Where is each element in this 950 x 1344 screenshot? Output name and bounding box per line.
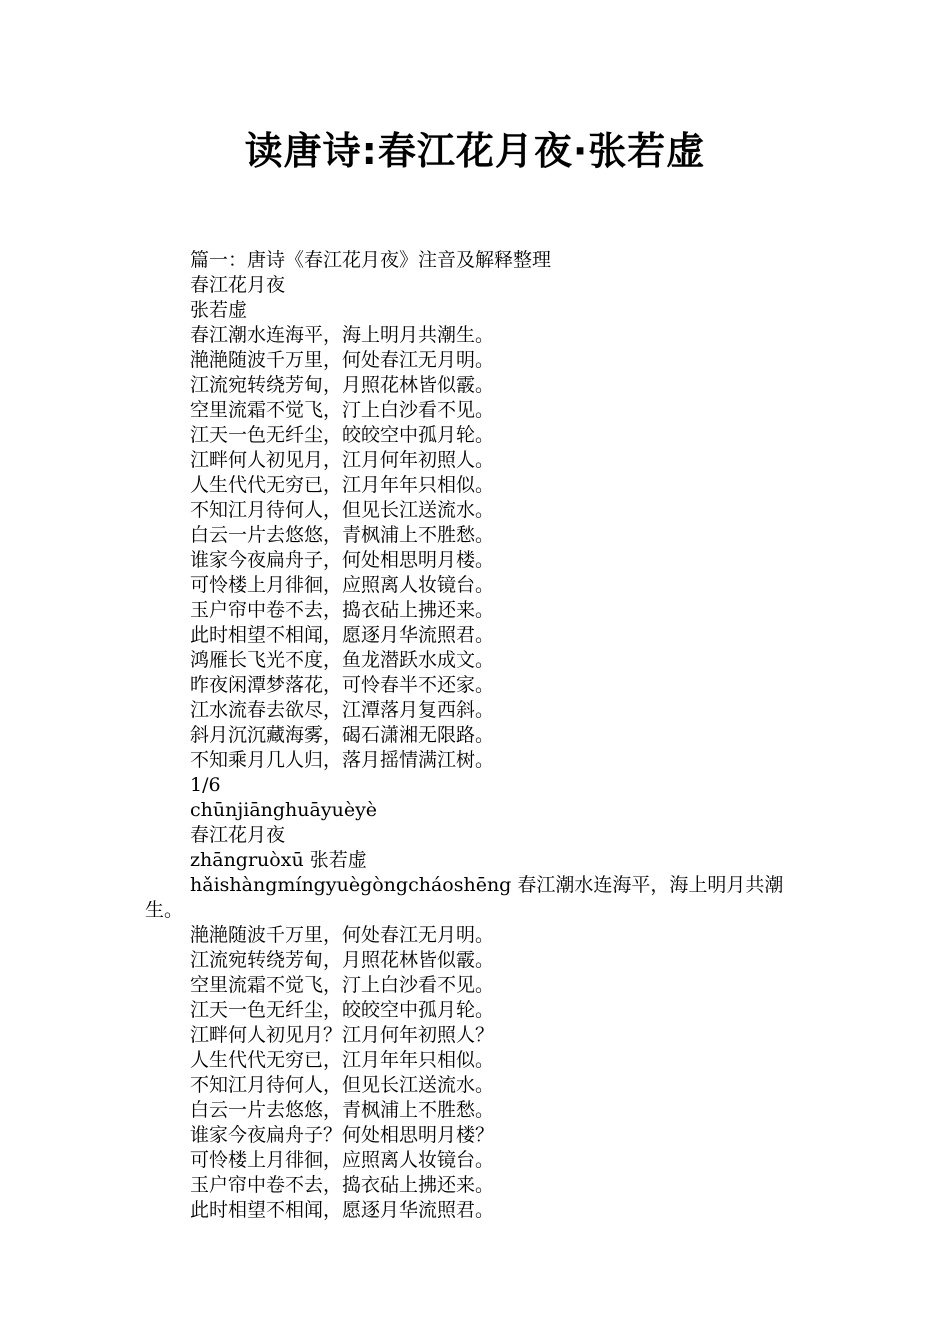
text-line: 江天一色无纤尘，皎皎空中孤月轮。 <box>190 424 495 446</box>
text-line: 玉户帘中卷不去，捣衣砧上拂还来。 <box>190 599 495 621</box>
text-line: 谁家今夜扁舟子？何处相思明月楼？ <box>190 1124 495 1146</box>
text-line: 春江花月夜 <box>190 824 286 846</box>
text-line: 昨夜闲潭梦落花，可怜春半不还家。 <box>190 674 495 696</box>
pinyin-line: chūnjiānghuāyuèyè <box>190 799 378 821</box>
text-line: 江流宛转绕芳甸，月照花林皆似霰。 <box>190 374 495 396</box>
text-line: 斜月沉沉藏海雾，碣石潇湘无限路。 <box>190 724 495 746</box>
document-body <box>145 248 810 1223</box>
text-line: 可怜楼上月徘徊，应照离人妆镜台。 <box>190 574 495 596</box>
text-line: 春江花月夜 <box>190 274 286 296</box>
text-line: 谁家今夜扁舟子，何处相思明月楼。 <box>190 549 495 571</box>
text-line: 白云一片去悠悠，青枫浦上不胜愁。 <box>190 524 495 546</box>
page-title: 读唐诗:春江花月夜·张若虚 <box>244 129 706 173</box>
text-line: 可怜楼上月徘徊，应照离人妆镜台。 <box>190 1149 495 1171</box>
text-line: 江畔何人初见月，江月何年初照人。 <box>190 449 495 471</box>
text-line: 张若虚 <box>190 299 248 321</box>
text-line: 篇一：唐诗《春江花月夜》注音及解释整理 <box>190 249 552 271</box>
text-line: 鸿雁长飞光不度，鱼龙潜跃水成文。 <box>190 649 495 671</box>
text-line: 玉户帘中卷不去，捣衣砧上拂还来。 <box>190 1174 495 1196</box>
text-line: 白云一片去悠悠，青枫浦上不胜愁。 <box>190 1099 495 1121</box>
text-line: 此时相望不相闻，愿逐月华流照君。 <box>190 624 495 646</box>
text-line: 江天一色无纤尘，皎皎空中孤月轮。 <box>190 999 495 1021</box>
text-line: 空里流霜不觉飞，汀上白沙看不见。 <box>190 399 495 421</box>
text-line: 江水流春去欲尽，江潭落月复西斜。 <box>190 699 495 721</box>
page-number: 1/6 <box>190 774 221 796</box>
text-line: 人生代代无穷已，江月年年只相似。 <box>190 1049 495 1071</box>
text-line: 人生代代无穷已，江月年年只相似。 <box>190 474 495 496</box>
text-line: 江畔何人初见月？江月何年初照人？ <box>190 1024 495 1046</box>
wrapped-pinyin-line: hǎishàngmíngyuègòngcháoshēng 春江潮水连海平，海上明月共潮生。 <box>145 874 784 921</box>
text-line: 不知江月待何人，但见长江送流水。 <box>190 499 495 521</box>
text-line: 滟滟随波千万里，何处春江无月明。 <box>190 924 495 946</box>
text-line: 此时相望不相闻，愿逐月华流照君。 <box>190 1199 495 1221</box>
text-line: 不知乘月几人归，落月摇情满江树。 <box>190 749 495 771</box>
pinyin-line: zhāngruòxū 张若虚 <box>190 849 367 871</box>
text-line: 滟滟随波千万里，何处春江无月明。 <box>190 349 495 371</box>
text-line: 春江潮水连海平，海上明月共潮生。 <box>190 324 495 346</box>
text-line: 江流宛转绕芳甸，月照花林皆似霰。 <box>190 949 495 971</box>
text-line: 空里流霜不觉飞，汀上白沙看不见。 <box>190 974 495 996</box>
text-line: 不知江月待何人，但见长江送流水。 <box>190 1074 495 1096</box>
